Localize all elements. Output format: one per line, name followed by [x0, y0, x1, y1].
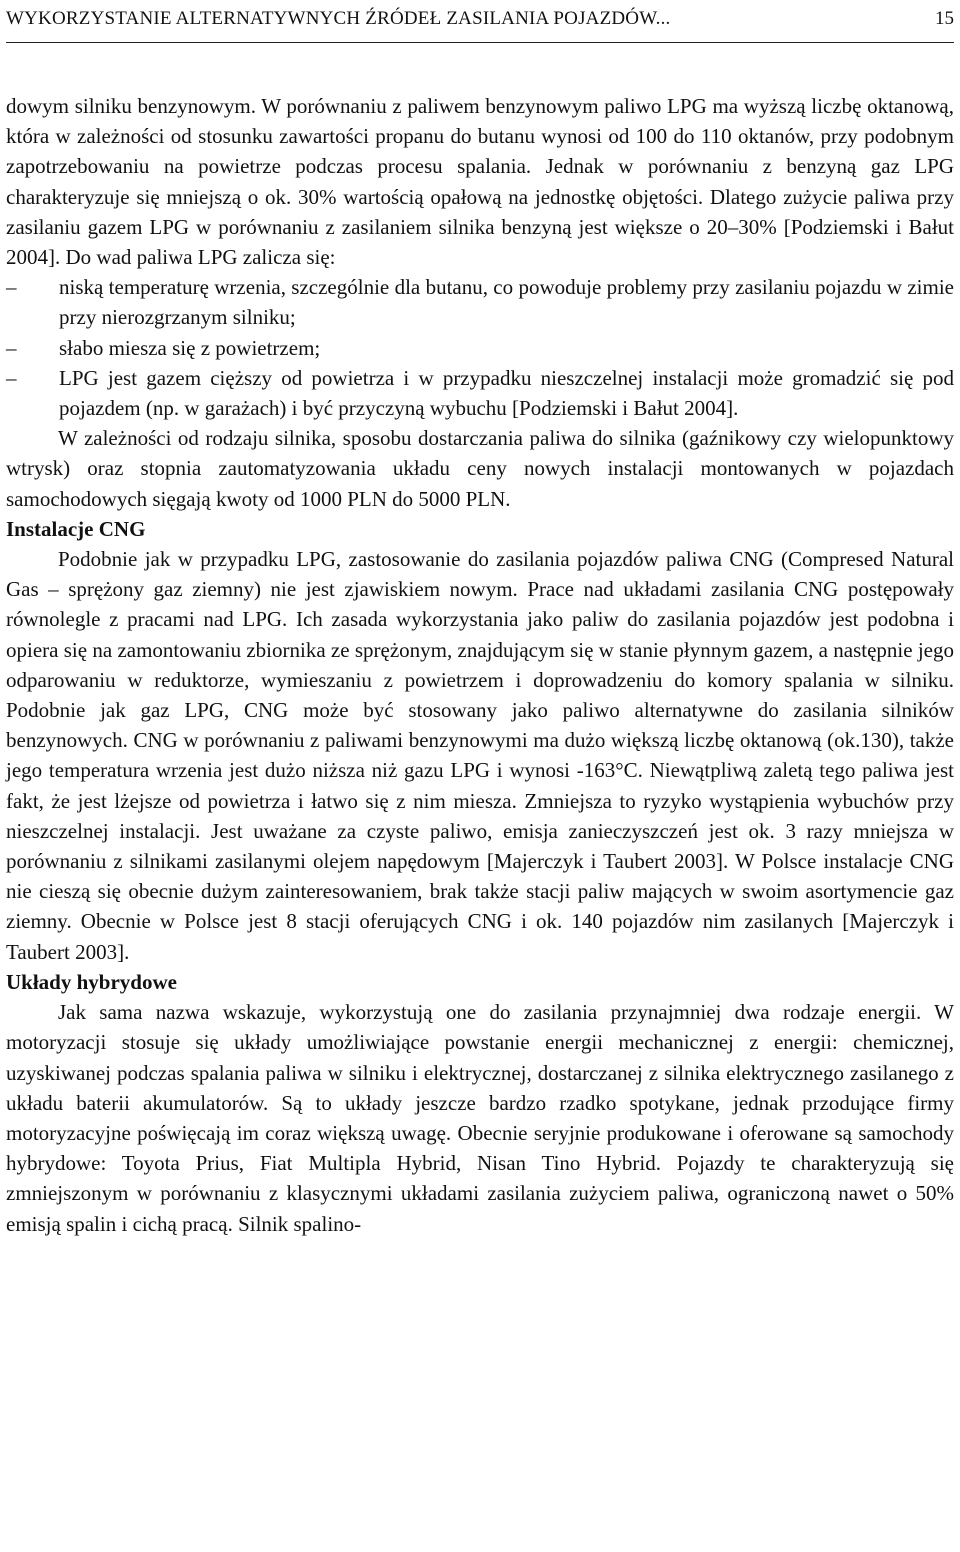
- paragraph-hybrid: Jak sama nazwa wskazuje, wykorzystują one do zasilania przynajmniej dwa rodzaje energii. W motoryzacji stosuje się układy umożliwiające powstanie energii mechanicznej z energii: chemicznej, uzyskiwanej podczas spalania paliwa w silniku i elektrycznej, dostarczanej z silnika elektrycznego zasilanego z układu baterii akumulatorów. Są to układy jeszcze bardzo rzadko spotykane, jednak przodujące firmy motoryzacyjne poświęcają im coraz większą uwagę. Obecnie seryjnie produkowane i oferowane są samochody hybrydowe: Toyota Prius, Fiat Multipla Hybrid, Nisan Tino Hybrid. Pojazdy te charakteryzują się zmniejszonym w porównaniu z klasycznymi układami zasilania zużyciem paliwa, ograniczoną nawet o 50% emisją spalin i cichą pracą. Silnik spalino-: [6, 1000, 954, 1236]
- running-header-title: WYKORZYSTANIE ALTERNATYWNYCH ŹRÓDEŁ ZASILANIA POJAZDÓW...: [6, 8, 671, 29]
- document-page: [6, 0, 954, 1239]
- list-item-text: słabo miesza się z powietrzem;: [59, 335, 321, 360]
- dash-bullet: –: [6, 275, 17, 300]
- dash-bullet: –: [6, 365, 17, 390]
- list-item: [6, 333, 954, 363]
- list-item-text: niską temperaturę wrzenia, szczególnie dla butanu, co powoduje problemy przy zasilaniu pojazdu w zimie przy nierozgrzanym silniku;: [59, 275, 954, 330]
- lpg-disadvantages-list: [6, 272, 954, 423]
- page-number: 15: [935, 8, 954, 29]
- list-item-text: LPG jest gazem cięższy od powietrza i w przypadku nieszczelnej instalacji może gromadzić się pod pojazdem (np. w garażach) i być przyczyną wybuchu [Podziemski i Bałut 2004].: [59, 365, 954, 421]
- dash-bullet: –: [6, 335, 17, 360]
- section-heading-cng: Instalacje CNG: [6, 516, 146, 541]
- section-heading-hybrid: Układy hybrydowe: [6, 969, 177, 994]
- paragraph-lpg-continued: dowym silniku benzynowym. W porównaniu z paliwem benzynowym paliwo LPG ma wyższą liczbę oktanową, która w zależności od stosunku zawartości propanu do butanu wynosi od 100 do 110 oktanów, przy podobnym zapotrzebowaniu na powietrze podczas procesu spalania. Jednak w porównaniu z benzyną gaz LPG charakteryzuje się mniejszą o ok. 30% wartością opałową na jednostkę objętości. Dlatego zużycie paliwa przy zasilaniu gazem LPG w porównaniu z zasilaniem silnika benzyną jest większe o 20–30% [Podziemski i Bałut 2004]. Do wad paliwa LPG zalicza się:: [6, 94, 954, 270]
- paragraph-installation-cost: W zależności od rodzaju silnika, sposobu dostarczania paliwa do silnika (gaźnikowy czy wielopunktowy wtrysk) oraz stopnia zautomatyzowania układu ceny nowych instalacji montowanych w pojazdach samochodowych sięgają kwoty od 1000 PLN do 5000 PLN.: [6, 426, 954, 511]
- running-header: [6, 0, 954, 43]
- list-item: [6, 363, 954, 423]
- paragraph-cng: Podobnie jak w przypadku LPG, zastosowanie do zasilania pojazdów paliwa CNG (Compresed Natural Gas – sprężony gaz ziemny) nie jest zjawiskiem nowym. Prace nad układami zasilania CNG postępowały równolegle z pracami nad LPG. Ich zasada wykorzystania jako paliw do zasilania pojazdów jest podobna i opiera się na zamontowaniu zbiornika ze sprężonym, znajdującym się w stanie płynnym gazem, a następnie jego odparowaniu w reduktorze, wymieszaniu z powietrzem i doprowadzeniu do komory spalania w silniku. Podobnie jak gaz LPG, CNG może być stosowany jako paliwo alternatywne do zasilania silników benzynowych. CNG w porównaniu z paliwami benzynowymi ma dużo większą liczbę oktanową (ok.130), także jego temperatura wrzenia jest dużo niższa niż gazu LPG i wynosi -163°C. Niewątpliwą zaletą tego paliwa jest fakt, że jest lżejsze od powietrza i łatwo się z nim miesza. Zmniejsza to ryzyko wystąpienia wybuchów przy nieszczelnej instalacji. Jest uważane za czyste paliwo, emisja zanieczyszczeń jest ok. 3 razy mniejsza w porównaniu z silnikami zasilanymi olejem napędowym [Majerczyk i Taubert 2003]. W Polsce instalacje CNG nie cieszą się obecnie dużym zainteresowaniem, brak także stacji paliw mających w swoim asortymencie gaz ziemny. Obecnie w Polsce jest 8 stacji oferujących CNG i ok. 140 pojazdów nim zasilanych [Majerczyk i Taubert 2003].: [6, 547, 954, 964]
- body-text: [6, 91, 954, 1239]
- list-item: [6, 272, 954, 332]
